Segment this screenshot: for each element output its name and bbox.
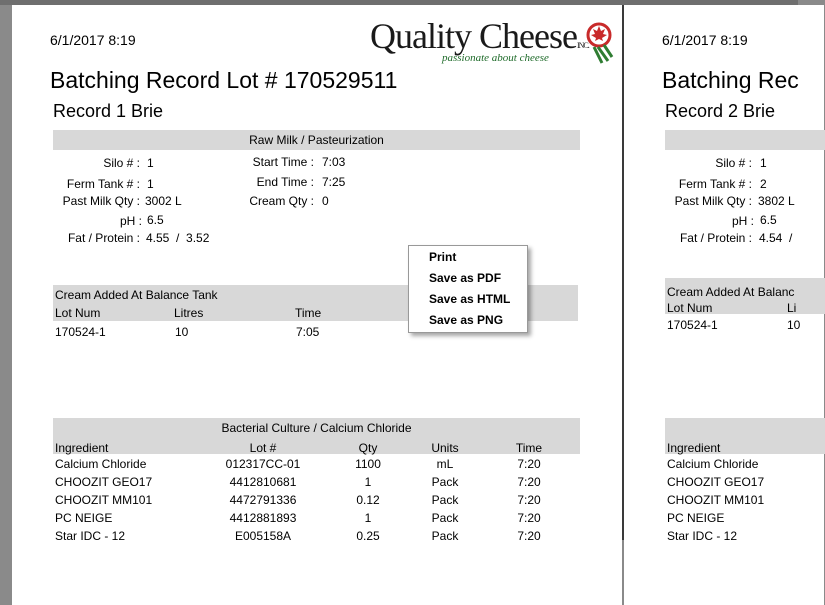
end-time-label: End Time :: [256, 175, 314, 189]
culture-cell-qty: 0.25: [356, 529, 380, 543]
ph-value: 6.5: [147, 213, 164, 227]
culture-cell-units: Pack: [431, 529, 459, 543]
silo-label-2: Silo # :: [715, 156, 752, 170]
cream-row-litres: 10: [175, 325, 189, 339]
culture-cell-units: mL: [436, 457, 454, 471]
culture-cell-ingredient: CHOOZIT MM101: [55, 493, 153, 507]
logo-tagline: passionate about cheese: [442, 52, 549, 64]
culture-cell-qty: 1: [364, 511, 372, 525]
culture-cell-lot: 4472791336: [229, 493, 297, 507]
culture-col-lot: Lot #: [249, 441, 277, 455]
fat-protein-value: 4.55 / 3.52: [146, 231, 210, 245]
fat-protein-label: Fat / Protein :: [67, 231, 140, 245]
start-time-value: 7:03: [322, 155, 346, 169]
culture-col-ingredient-2: Ingredient: [667, 441, 721, 455]
cream-row-litres-2: 10: [787, 318, 801, 332]
ferm-tank-label-2: Ferm Tank # :: [678, 177, 752, 191]
culture-cell-time: 7:20: [517, 493, 541, 507]
print-date: 6/1/2017 8:19: [50, 32, 136, 48]
cream-col-lot: Lot Num: [55, 306, 101, 320]
cream-qty-value: 0: [322, 194, 329, 208]
culture-cell-units: Pack: [431, 511, 459, 525]
culture-col-qty: Qty: [358, 441, 378, 455]
fat-protein-value-2: 4.54 /: [759, 231, 793, 245]
cream-col-lot-2: Lot Num: [667, 301, 713, 315]
culture-cell-ingredient: CHOOZIT GEO17: [55, 475, 153, 489]
culture-cell-time: 7:20: [517, 511, 541, 525]
ph-label-2: pH :: [731, 214, 754, 228]
logo-wordmark: [370, 15, 589, 57]
culture-cell-ingredient-2: Star IDC - 12: [667, 529, 738, 543]
menu-item-save-html[interactable]: Save as HTML: [429, 292, 511, 306]
context-menu: [408, 245, 528, 333]
culture-cell-time: 7:20: [517, 475, 541, 489]
culture-cell-qty: 0.12: [356, 493, 380, 507]
culture-col-time: Time: [515, 441, 543, 455]
culture-cell-qty: 1100: [355, 457, 381, 471]
record-line-2: Record 2 Brie: [665, 101, 776, 121]
ferm-tank-label: Ferm Tank # :: [66, 177, 140, 191]
print-date-2: 6/1/2017 8:19: [662, 32, 748, 48]
past-milk-value-2: 3802 L: [758, 194, 795, 208]
ferm-tank-value: 1: [147, 177, 154, 191]
ph-value-2: 6.5: [760, 213, 777, 227]
cream-col-time: Time: [295, 306, 322, 320]
culture-cell-ingredient-2: CHOOZIT GEO17: [667, 475, 765, 489]
culture-cell-units: Pack: [431, 493, 459, 507]
culture-cell-ingredient-2: PC NEIGE: [667, 511, 725, 525]
culture-cell-time: 7:20: [517, 529, 541, 543]
menu-item-save-pdf[interactable]: Save as PDF: [429, 271, 502, 285]
culture-col-ingredient: Ingredient: [55, 441, 109, 455]
culture-block-2: [665, 418, 825, 454]
raw-milk-header-2: [665, 130, 825, 150]
page-title: Batching Record Lot # 170529511: [50, 67, 398, 93]
raw-milk-header: Raw Milk / Pasteurization: [53, 130, 580, 150]
culture-block: [53, 418, 580, 454]
report-page-1: [12, 5, 622, 605]
cream-row-lot: 170524-1: [55, 325, 106, 339]
logo-word-1: Quality: [370, 16, 471, 56]
company-logo: [370, 15, 620, 70]
logo-word-2: Cheese: [478, 16, 577, 56]
page-title-2: Batching Rec: [662, 67, 799, 93]
cream-qty-label: Cream Qty :: [249, 194, 314, 208]
culture-cell-lot: E005158A: [234, 529, 292, 543]
culture-col-units: Units: [431, 441, 459, 455]
menu-item-print[interactable]: Print: [429, 250, 457, 264]
silo-value: 1: [147, 156, 154, 170]
culture-cell-ingredient-2: Calcium Chloride: [667, 457, 759, 471]
culture-cell-lot: 4412810681: [229, 475, 297, 489]
culture-header: Bacterial Culture / Calcium Chloride: [221, 421, 412, 435]
end-time-value: 7:25: [322, 175, 346, 189]
past-milk-label: Past Milk Qty :: [62, 194, 140, 208]
cream-row-lot-2: 170524-1: [667, 318, 718, 332]
culture-cell-time: 7:20: [517, 457, 541, 471]
ferm-tank-value-2: 2: [760, 177, 767, 191]
cream-col-litres-2: Li: [787, 301, 797, 315]
culture-cell-lot: 4412881893: [229, 511, 297, 525]
fat-protein-label-2: Fat / Protein :: [679, 231, 752, 245]
culture-cell-ingredient: Calcium Chloride: [55, 457, 147, 471]
culture-cell-qty: 1: [364, 475, 372, 489]
past-milk-value: 3002 L: [145, 194, 182, 208]
silo-label: Silo # :: [103, 156, 140, 170]
menu-item-save-png[interactable]: Save as PNG: [429, 313, 504, 327]
culture-cell-lot: 012317CC-01: [225, 457, 301, 471]
past-milk-label-2: Past Milk Qty :: [674, 194, 752, 208]
logo-suffix: INC.: [576, 41, 589, 50]
silo-value-2: 1: [760, 156, 767, 170]
cream-added-block-2: [665, 278, 825, 314]
culture-cell-ingredient: PC NEIGE: [55, 511, 113, 525]
record-line: Record 1 Brie: [53, 101, 164, 121]
start-time-label: Start Time :: [252, 155, 314, 169]
maple-leaf-icon: [584, 19, 618, 67]
cream-col-litres: Litres: [174, 306, 204, 320]
culture-cell-ingredient-2: CHOOZIT MM101: [667, 493, 765, 507]
cream-row-time: 7:05: [296, 325, 320, 339]
ph-label: pH :: [119, 214, 142, 228]
culture-cell-ingredient: Star IDC - 12: [55, 529, 126, 543]
cream-added-header: Cream Added At Balance Tank: [55, 288, 218, 302]
cream-added-header-2: Cream Added At Balanc: [667, 285, 795, 299]
culture-cell-units: Pack: [431, 475, 459, 489]
report-page-2: [624, 5, 824, 605]
